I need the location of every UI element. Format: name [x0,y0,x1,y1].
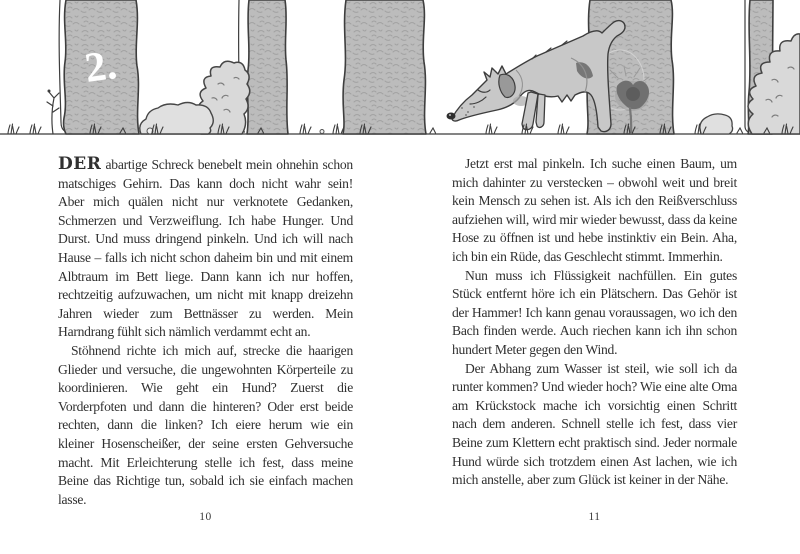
paragraph-text: abartige Schreck benebelt mein ohnehin schon matschiges Gehirn. Das kann doch nicht wahr sein! Aber mich quälen nicht nur verknotete Gedanken, Schmerzen und Verzweiflung. Ich habe Hunger. Und Durst. Und muss dringend pinkeln. Und ich will nach Hause – falls ich nicht schon daheim bin und mit einem Albtraum im Bett liege. Dann kann ich nur hoffen, rechtzeitig aufzuwachen, um nicht mit knapp dreizehn Jahren wieder zum Bettnässer zu werden. Mein Harndrang fühlt sich nämlich verdammt echt an. [58,157,353,340]
weed-sprig [47,90,59,135]
forest-illustration [0,0,800,140]
dog-nose [447,113,456,120]
dog-illustration [447,21,626,132]
paragraph [58,155,353,342]
rock-right [700,114,733,134]
right-page [452,155,737,523]
paragraph: Der Abhang zum Wasser ist steil, wie soll ich da runter kommen? Und wieder hoch? Wie eine alte Oma am Krückstock mache ich vorsichtig einen Schritt nach dem anderen. Schnell stelle ich fest, dass vier Beine zum Klettern echt praktisch sind. Jeder normale Hund würde sich trotzdem einen Ast lachen, wie ich mich anstelle, aber zum Glück ist keiner in der Nähe. [452,360,737,488]
page-number-left: 10 [199,511,212,523]
pee-drip [630,108,631,133]
pebble [320,130,324,134]
left-page [58,154,353,523]
paragraph: Jetzt erst mal pinkeln. Ich suche einen Baum, um mich dahinter zu verstecken – obwohl weit und breit kein Mensch zu sehen ist. Als ich den Reißverschluss aufziehen will, wird mir wieder bewusst, dass da keine Hose zu öffnen ist und hebe instinktiv ein Bein. Aha, ich bin ein Rüde, das Geschlecht stimmt. Immerhin. [452,156,737,264]
paragraph: Nun muss ich Flüssigkeit nachfüllen. Ein gutes Stück entfernt höre ich ein Plätschern. Das Gehör ist der Hammer! Ich kann genau voraussagen, wo ich den Bach finden werde. Auch riechen kann ich ihn schon hundert Meter gegen den Wind. [452,267,737,357]
tree-trunk-2 [247,0,288,134]
paragraph: Stöhnend richte ich mich auf, strecke die haarigen Glieder und versuche, die ungewohnten Körperteile zu koordinieren. Wie geht ein Hund? Zuerst die Vorderpfoten und dann die hinteren? Oder erst beide rechten, dann die linken? Ich eiere herum wie ein kleiner Hosenscheißer, der seine ersten Gehversuche macht. Mit Erleichterung stelle ich fest, dass meine Beine das Richtige tun, sobald ich sie einfach machen lasse. [58,342,353,507]
chapter-number: 2. [81,41,120,92]
tree-trunk-3 [343,0,426,134]
page-number-right: 11 [588,511,601,523]
lead-word: DER [58,154,102,174]
